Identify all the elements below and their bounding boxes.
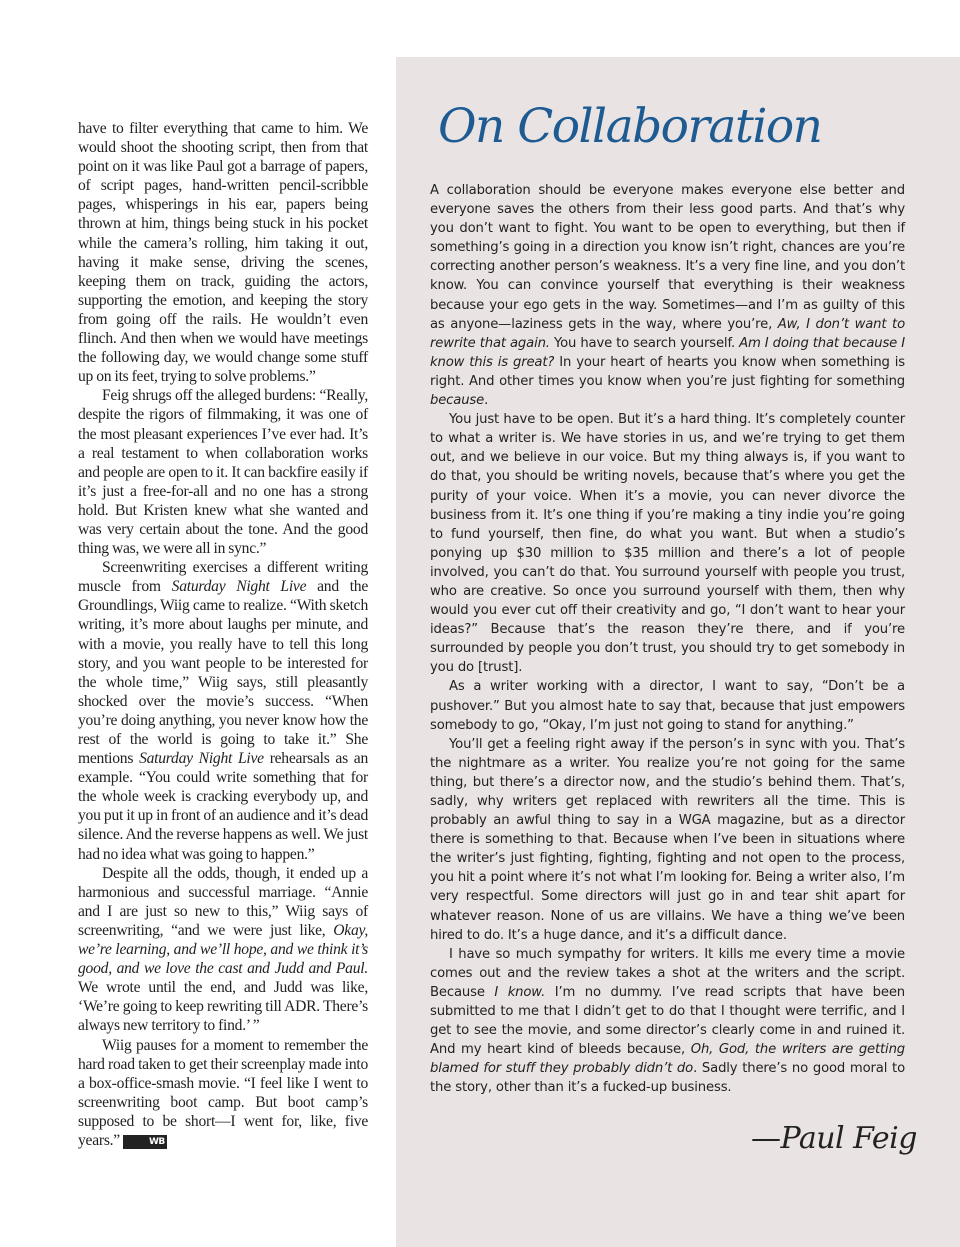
main-article-column xyxy=(78,119,368,1150)
article-italic-text: Okay, we’re learning, and we’ll hope, and we think it’s good, and we love the cast and Judd and Paul. xyxy=(78,921,368,978)
sidebar-italic-text: Am I doing that because I know this is great? xyxy=(430,335,905,370)
sidebar-italic-text: Oh, God, the writers are getting blamed for stuff they probably didn’t do xyxy=(430,1042,905,1077)
sidebar-paragraph xyxy=(430,410,905,677)
sidebar-text: In your heart of hearts you know when something is right. And other times you know when you’re just fighting for something xyxy=(430,354,905,389)
article-paragraph xyxy=(78,558,368,864)
signature: —Paul Feig xyxy=(751,1121,917,1156)
article-italic-text: Saturday Night Live xyxy=(171,578,307,596)
sidebar-text: You just have to be open. But it’s a hard thing. It’s completely counter to what a writer is. We have stories in us, and we’re trying to get them out, and we believe in our voice. But my thing always is, if you want to do that, you should be writing novels, because that’s where you get the purity of your voice. When it’s a movie, you can never divorce the business from it. It’s one thing if you’re making a tiny indie you’re going to fund yourself, then fine, do what you want. But when a studio’s ponying up $30 million to $35 million and there’s a lot of people involved, you can’t do that. You surround yourself with people you trust, who are creative. So once you surround yourself with them, then why would you ever cut off their creativity and go, “I don’t want to hear your ideas?” Because that’s the reason they’re there, and if you’re surrounded by people you don’t trust, you should try to get somebody in you do [trust]. xyxy=(430,412,905,676)
article-text: Feig shrugs off the alleged burdens: “Really, despite the rigors of filmmaking, it was one of the most pleasant experiences I’ve ever had. It’s a real testament to when collaboration works and people are open to it. It can backfire easily if it’s just a free-for-all and no one has a strong hold. But Kristen knew what she wanted and was very certain about the tone. And the good thing was, we were all in sync.” xyxy=(78,387,368,558)
sidebar-paragraph xyxy=(430,735,905,945)
sidebar-text: . Sadly there’s no good moral to the story, other than it’s a fucked-up business. xyxy=(430,1061,905,1096)
article-italic-text: Saturday Night Live xyxy=(139,750,264,768)
sidebar-title: On Collaboration xyxy=(438,99,822,154)
sidebar-text: You’ll get a feeling right away if the person’s in sync with you. That’s the nightmare as a writer. You realize you’re not going for the same thing, but there’s a director now, and the studio’s behind them. That’s, sadly, why writers get replaced with rewriters all the time. This is probably an awful thing to say in a WGA magazine, but as a director there is something to that. Because when I’ve been in situations where the writer’s just fighting, fighting, fighting and not open to the process, you hit a point where it’s not what I’m looking for. Being a writer also, I’m very respectful. Some directors will just go in and tear shit apart for whatever reason. None of us are villains. We have a thing we’ve been hired to do. It’s a huge dance, and it’s a difficult dance. xyxy=(430,736,905,943)
article-text: and the Groundlings, Wiig came to realize. “With sketch writing, it’s more about laughs per minute, and with a movie, you really have to tell this long story, and you want people to be interested for the whole time,” Wiig says, still pleasantly shocked over the movie’s success. “When you’re doing anything, you never know how the rest of the world is going to take it.” She mentions xyxy=(78,578,368,768)
sidebar-paragraph xyxy=(430,181,905,410)
sidebar-paragraph xyxy=(430,945,905,1098)
end-of-article-mark: WB xyxy=(123,1135,167,1149)
article-text: Screenwriting exercises a different writing muscle from xyxy=(78,559,368,596)
sidebar-text: I have so much sympathy for writers. It kills me every time a movie comes out and the review takes a shot at the writers and the script. Because xyxy=(430,946,905,1000)
sidebar-italic-text: I know. xyxy=(494,984,546,1000)
article-text: Wiig pauses for a moment to remember the hard road taken to get their screenplay made into a box-office-smash movie. “I feel like I went to screenwriting boot camp. But boot camp’s supposed to be short—I went for, like, five years.” xyxy=(78,1036,368,1149)
sidebar-italic-text: Aw, I don’t want to rewrite that again. xyxy=(430,316,905,351)
sidebar-text: You have to search yourself. xyxy=(549,335,740,351)
article-paragraph xyxy=(78,119,368,386)
article-paragraph xyxy=(78,1036,368,1151)
article-text: have to filter everything that came to him. We would shoot the shooting script, then from that point on it was like Paul got a barrage of papers, of script pages, hand-written pencil-scribble pages, whisperings in his ear, papers being thrown at him, things being stuck in his pocket while the camera’s rolling, him taking it out, having it make sense, driving the scenes, keeping them on track, guiding the actors, supporting the emotion, and keeping the story from going off the rails. He wouldn’t even flinch. And then when we would have meetings the following day, we would change some stuff up on its feet, trying to solve problems.” xyxy=(78,120,368,386)
sidebar-text: As a writer working with a director, I want to say, “Don’t be a pushover.” But you almost hate to say that, because that just empowers somebody to go, “Okay, I’m just not going to stand for anything.” xyxy=(430,679,905,733)
sidebar-italic-text: because xyxy=(430,393,485,409)
sidebar-text: I’m no dummy. I’ve read scripts that have been submitted to me that I didn’t get to do that I thought were terrific, and I get to see the movie, and some director’s clearly come in and ruined it. And my heart kind of bleeds because, xyxy=(430,984,906,1058)
article-text: rehearsals as an example. “You could write something that for the whole week is cracking everybody up, and you put it up in front of an audience and it’s dead silence. And the reverse happens as well. We just had no idea what was going to happen.” xyxy=(78,750,368,863)
sidebar-text: A collaboration should be everyone makes everyone else better and everyone saves the others from their less good parts. And that’s why you don’t want to fight. You want to be open to everything, but then if something’s going in a direction you know isn’t right, chances are you’re correcting another person’s weakness. It’s a very fine line, and you don’t know. You can convince yourself that everything is their weakness because your ego gets in the way. Sometimes—and I’m as guilty of this as anyone—laziness gets in the way, where you’re, xyxy=(430,183,905,332)
sidebar-text: . xyxy=(484,393,489,409)
article-text: Despite all the odds, though, it ended up a harmonious and successful marriage. “Annie and I are just so new to this,” Wiig says of screenwriting, “and we were just like, xyxy=(78,864,368,939)
sidebar-box xyxy=(396,57,960,1247)
article-paragraph xyxy=(78,864,368,1036)
article-text: We wrote until the end, and Judd was like, ‘We’re going to keep rewriting till ADR. There’s always new territory to find.’ ” xyxy=(78,979,368,1035)
sidebar-paragraph xyxy=(430,677,905,734)
article-paragraph xyxy=(78,386,368,558)
sidebar-body xyxy=(430,181,905,1098)
